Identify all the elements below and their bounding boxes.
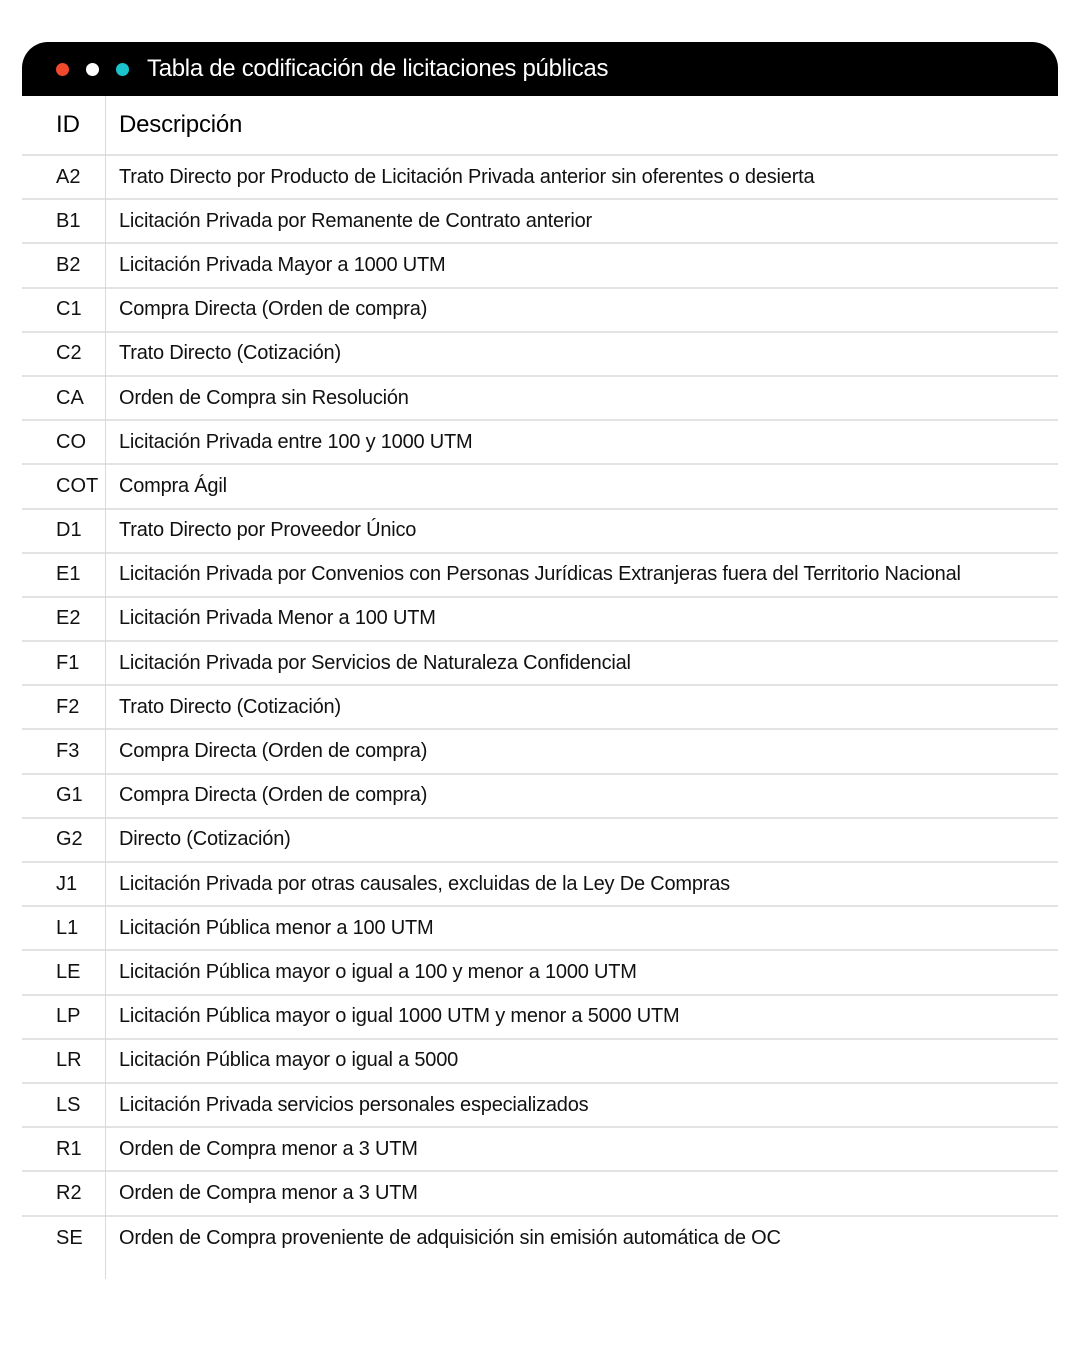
table-row <box>22 244 1058 288</box>
row-description: Trato Directo por Producto de Licitación Privada anterior sin oferentes o desierta <box>119 165 815 188</box>
row-description: Licitación Pública menor a 100 UTM <box>119 916 434 939</box>
row-description: Compra Ágil <box>119 474 227 497</box>
row-id: G1 <box>56 784 83 807</box>
row-description: Orden de Compra proveniente de adquisición sin emisión automática de OC <box>119 1227 781 1250</box>
table-row <box>22 951 1058 995</box>
table-row <box>22 156 1058 200</box>
table-body <box>22 156 1058 1261</box>
table-row <box>22 1040 1058 1084</box>
table-row <box>22 863 1058 907</box>
row-id: C1 <box>56 298 82 321</box>
table-row <box>22 1128 1058 1172</box>
table-row <box>22 333 1058 377</box>
row-id: F2 <box>56 695 80 718</box>
row-id: L1 <box>56 916 79 939</box>
row-id: LP <box>56 1005 81 1028</box>
row-id: C2 <box>56 342 82 365</box>
row-description: Compra Directa (Orden de compra) <box>119 740 428 763</box>
cyan-dot-icon <box>116 63 129 76</box>
table-row <box>22 200 1058 244</box>
table-row <box>22 907 1058 951</box>
title-bar <box>22 42 1058 96</box>
column-divider <box>105 96 106 1279</box>
row-id: B2 <box>56 253 81 276</box>
row-description: Licitación Privada servicios personales especializados <box>119 1093 589 1116</box>
row-description: Licitación Privada entre 100 y 1000 UTM <box>119 430 473 453</box>
row-description: Licitación Privada por Remanente de Contrato anterior <box>119 209 593 232</box>
table-row <box>22 1172 1058 1216</box>
codes-table <box>22 96 1058 1261</box>
row-description: Orden de Compra sin Resolución <box>119 386 409 409</box>
row-description: Directo (Cotización) <box>119 828 291 851</box>
row-description: Trato Directo (Cotización) <box>119 342 341 365</box>
row-id: E1 <box>56 563 81 586</box>
table-row <box>22 421 1058 465</box>
table-window <box>22 42 1058 1261</box>
row-description: Licitación Privada Mayor a 1000 UTM <box>119 253 446 276</box>
row-id: B1 <box>56 209 81 232</box>
table-row <box>22 730 1058 774</box>
row-description: Licitación Pública mayor o igual a 5000 <box>119 1049 459 1072</box>
row-id: CA <box>56 386 84 409</box>
row-id: R1 <box>56 1137 82 1160</box>
row-description: Licitación Pública mayor o igual a 100 y menor a 1000 UTM <box>119 960 637 983</box>
table-row <box>22 465 1058 509</box>
row-description: Compra Directa (Orden de compra) <box>119 298 428 321</box>
row-id: D1 <box>56 519 82 542</box>
table-row <box>22 289 1058 333</box>
table-row <box>22 554 1058 598</box>
table-row <box>22 775 1058 819</box>
row-description: Licitación Privada por Servicios de Naturaleza Confidencial <box>119 651 631 674</box>
row-description: Licitación Pública mayor o igual 1000 UTM y menor a 5000 UTM <box>119 1005 680 1028</box>
row-id: COT <box>56 474 99 497</box>
table-row <box>22 819 1058 863</box>
table-row <box>22 1217 1058 1261</box>
row-id: SE <box>56 1227 83 1250</box>
row-id: A2 <box>56 165 81 188</box>
row-id: LS <box>56 1093 81 1116</box>
table-row <box>22 598 1058 642</box>
row-description: Licitación Privada por Convenios con Personas Jurídicas Extranjeras fuera del Territorio Nacional <box>119 563 961 586</box>
row-id: R2 <box>56 1181 82 1204</box>
table-header-row <box>22 96 1058 156</box>
table-row <box>22 510 1058 554</box>
table-row <box>22 686 1058 730</box>
table-row <box>22 996 1058 1040</box>
row-description: Orden de Compra menor a 3 UTM <box>119 1181 418 1204</box>
row-id: CO <box>56 430 86 453</box>
row-id: LR <box>56 1049 82 1072</box>
row-description: Trato Directo (Cotización) <box>119 695 341 718</box>
row-id: E2 <box>56 607 81 630</box>
row-id: LE <box>56 960 81 983</box>
row-description: Orden de Compra menor a 3 UTM <box>119 1137 418 1160</box>
table-row <box>22 377 1058 421</box>
row-description: Trato Directo por Proveedor Único <box>119 519 417 542</box>
row-description: Licitación Privada por otras causales, excluidas de la Ley De Compras <box>119 872 730 895</box>
row-id: J1 <box>56 872 78 895</box>
window-title: Tabla de codificación de licitaciones públicas <box>147 55 609 82</box>
row-id: F1 <box>56 651 80 674</box>
row-id: G2 <box>56 828 83 851</box>
row-description: Compra Directa (Orden de compra) <box>119 784 428 807</box>
red-dot-icon <box>56 63 69 76</box>
white-dot-icon <box>86 63 99 76</box>
row-description: Licitación Privada Menor a 100 UTM <box>119 607 436 630</box>
table-row <box>22 1084 1058 1128</box>
table-row <box>22 642 1058 686</box>
header-id: ID <box>56 111 80 138</box>
header-description: Descripción <box>119 111 243 138</box>
row-id: F3 <box>56 740 80 763</box>
